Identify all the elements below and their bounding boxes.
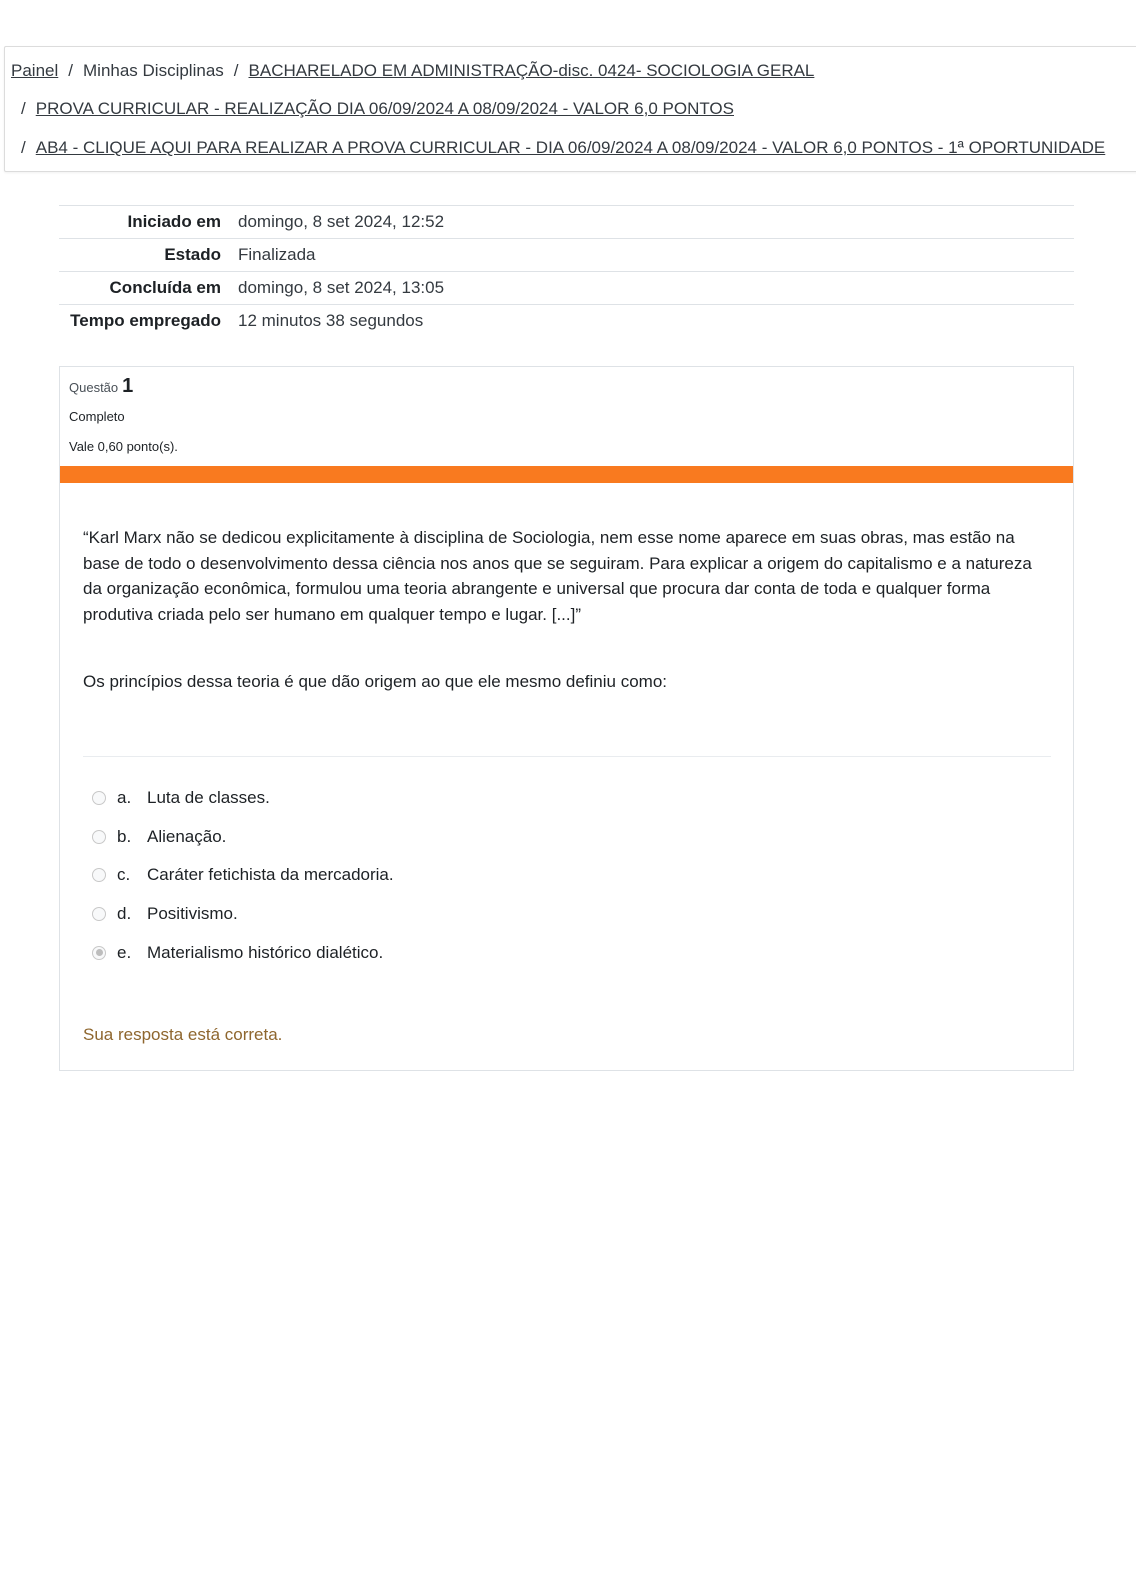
summary-label: Concluída em (109, 278, 221, 297)
summary-row (59, 272, 1074, 305)
question-state: Completo (69, 409, 125, 424)
answer-option-e[interactable] (92, 943, 394, 982)
answer-text: Luta de classes. (147, 788, 270, 807)
breadcrumb-line-3 (21, 138, 1105, 158)
answer-text: Caráter fetichista da mercadoria. (147, 865, 394, 885)
breadcrumb-link-prova[interactable]: PROVA CURRICULAR - REALIZAÇÃO DIA 06/09/2024 A 08/09/2024 - VALOR 6,0 PONTOS (35, 99, 734, 118)
radio-button[interactable] (92, 868, 106, 882)
question-accent-bar (60, 466, 1073, 483)
answer-list (92, 788, 394, 981)
answer-letter: e. (117, 942, 132, 962)
question-number-label: Questão (69, 380, 119, 395)
answer-text: Positivismo. (147, 904, 238, 924)
summary-label: Estado (164, 245, 221, 264)
breadcrumb-link-course[interactable]: BACHARELADO EM ADMINISTRAÇÃO-disc. 0424- SOCIOLOGIA GERAL (248, 61, 815, 80)
breadcrumb-line-2 (21, 99, 734, 119)
radio-button[interactable] (92, 791, 106, 805)
answer-option-a[interactable] (92, 788, 394, 827)
summary-label: Iniciado em (127, 212, 221, 231)
answer-letter: c. (117, 865, 131, 885)
breadcrumb-separator: / (233, 61, 239, 80)
attempt-summary-table (59, 205, 1074, 337)
answer-text: Materialismo histórico dialético. (147, 942, 384, 962)
answer-feedback: Sua resposta está correta. (83, 1025, 283, 1044)
answer-text: Alienação. (147, 826, 227, 846)
answer-option-b[interactable] (92, 827, 394, 866)
summary-value: 12 minutos 38 segundos (238, 311, 424, 330)
breadcrumb-link-painel[interactable]: Painel (11, 61, 59, 80)
question-text: “Karl Marx não se dedicou explicitamente à disciplina de Sociologia, nem esse nome aparece em suas obras, mas estão na base de todo o desenvolvimento dessa ciência nos anos que se seguiram. Para explicar a origem do capitalismo e a natureza da organização econômica, formulou uma teoria abrangente e universal que procura dar conta de toda e qualquer forma produtiva criada pelo ser humano em qualquer tempo e lugar. [...]” (83, 528, 1032, 624)
question-number (69, 375, 133, 398)
answer-option-d[interactable] (92, 904, 394, 943)
summary-value: domingo, 8 set 2024, 12:52 (238, 212, 445, 231)
breadcrumb-line-1 (11, 61, 814, 81)
summary-row (59, 206, 1074, 239)
answer-option-c[interactable] (92, 865, 394, 904)
breadcrumb-separator: / (21, 138, 26, 157)
summary-row (59, 305, 1074, 338)
breadcrumb-separator: / (21, 99, 26, 118)
radio-button-selected[interactable] (92, 946, 106, 960)
breadcrumb-separator: / (68, 61, 73, 80)
summary-value: domingo, 8 set 2024, 13:05 (238, 278, 445, 297)
summary-label: Tempo empregado (70, 311, 221, 330)
radio-button[interactable] (92, 907, 106, 921)
question-number-value: 1 (122, 375, 134, 397)
answer-letter: b. (117, 826, 132, 846)
question-grade: Vale 0,60 ponto(s). (69, 439, 178, 454)
breadcrumb-item-minhas-disciplinas: Minhas Disciplinas (83, 61, 224, 80)
breadcrumb-link-quiz[interactable]: AB4 - CLIQUE AQUI PARA REALIZAR A PROVA CURRICULAR - DIA 06/09/2024 A 08/09/2024 - VALOR 6,0 PONTOS - 1ª OPORTUNIDADE (35, 138, 1106, 157)
question-prompt: Os princípios dessa teoria é que dão origem ao que ele mesmo definiu como: (83, 672, 667, 691)
divider (83, 756, 1051, 757)
summary-value: Finalizada (238, 245, 316, 264)
summary-row (59, 239, 1074, 272)
breadcrumb (4, 46, 1136, 172)
answer-letter: d. (117, 904, 132, 924)
answer-letter: a. (117, 788, 132, 807)
question-card (59, 366, 1074, 1071)
radio-button[interactable] (92, 830, 106, 844)
